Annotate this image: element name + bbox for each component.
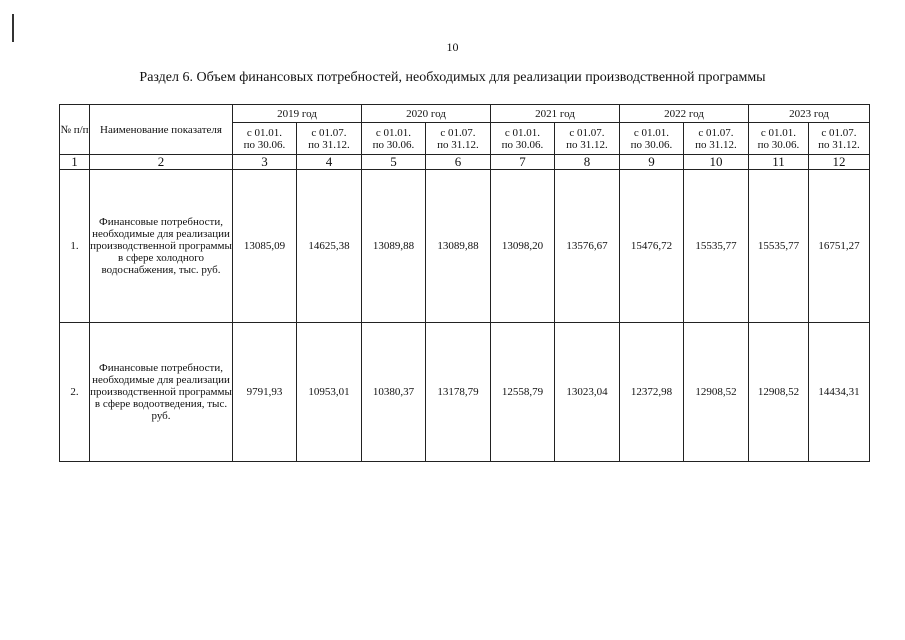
header-year-2022: 2022 год [620, 105, 749, 123]
header-period-second: с 01.07. по 31.12. [809, 123, 870, 155]
column-number-row [60, 155, 870, 170]
row-value: 16751,27 [809, 170, 870, 323]
row-value: 14434,31 [809, 323, 870, 462]
row-value: 13178,79 [426, 323, 491, 462]
column-number: 11 [749, 155, 809, 170]
header-period-first: с 01.01. по 30.06. [233, 123, 297, 155]
row-value: 12372,98 [620, 323, 684, 462]
column-number: 2 [90, 155, 233, 170]
column-number: 1 [60, 155, 90, 170]
row-value: 15535,77 [684, 170, 749, 323]
row-value: 13576,67 [555, 170, 620, 323]
row-value: 13089,88 [362, 170, 426, 323]
row-value: 12908,52 [684, 323, 749, 462]
row-value: 13023,04 [555, 323, 620, 462]
row-value: 15476,72 [620, 170, 684, 323]
header-period-second: с 01.07. по 31.12. [426, 123, 491, 155]
column-number: 9 [620, 155, 684, 170]
header-year-2021: 2021 год [491, 105, 620, 123]
row-value: 15535,77 [749, 170, 809, 323]
row-number: 1. [60, 170, 90, 323]
header-period-second: с 01.07. по 31.12. [297, 123, 362, 155]
header-period-first: с 01.01. по 30.06. [491, 123, 555, 155]
column-number: 10 [684, 155, 749, 170]
column-number: 6 [426, 155, 491, 170]
row-value: 13089,88 [426, 170, 491, 323]
row-value: 14625,38 [297, 170, 362, 323]
row-number: 2. [60, 323, 90, 462]
row-indicator-name: Финансовые потребности, необходимые для реализации производственной программы в сфере водоотведения, тыс. руб. [90, 323, 233, 462]
row-value: 12908,52 [749, 323, 809, 462]
table-row [60, 323, 870, 462]
column-number: 7 [491, 155, 555, 170]
header-year-2020: 2020 год [362, 105, 491, 123]
table-row [60, 170, 870, 323]
row-value: 10380,37 [362, 323, 426, 462]
header-row-years [60, 105, 870, 123]
header-period-first: с 01.01. по 30.06. [362, 123, 426, 155]
margin-mark [12, 14, 14, 42]
row-value: 13098,20 [491, 170, 555, 323]
header-year-2019: 2019 год [233, 105, 362, 123]
header-num: № п/п [60, 105, 90, 155]
row-value: 10953,01 [297, 323, 362, 462]
header-name: Наименование показателя [90, 105, 233, 155]
column-number: 4 [297, 155, 362, 170]
column-number: 5 [362, 155, 426, 170]
section-title: Раздел 6. Объем финансовых потребностей, необходимых для реализации производственной программы [139, 70, 766, 85]
column-number: 3 [233, 155, 297, 170]
header-period-first: с 01.01. по 30.06. [749, 123, 809, 155]
header-period-second: с 01.07. по 31.12. [555, 123, 620, 155]
header-period-second: с 01.07. по 31.12. [684, 123, 749, 155]
header-period-first: с 01.01. по 30.06. [620, 123, 684, 155]
page-number: 10 [446, 40, 459, 54]
row-value: 13085,09 [233, 170, 297, 323]
column-number: 12 [809, 155, 870, 170]
financial-needs-table [59, 104, 870, 462]
row-value: 12558,79 [491, 323, 555, 462]
column-number: 8 [555, 155, 620, 170]
row-value: 9791,93 [233, 323, 297, 462]
header-year-2023: 2023 год [749, 105, 870, 123]
row-indicator-name: Финансовые потребности, необходимые для реализации производственной программы в сфере холодного водоснабжения, тыс. руб. [90, 170, 233, 323]
